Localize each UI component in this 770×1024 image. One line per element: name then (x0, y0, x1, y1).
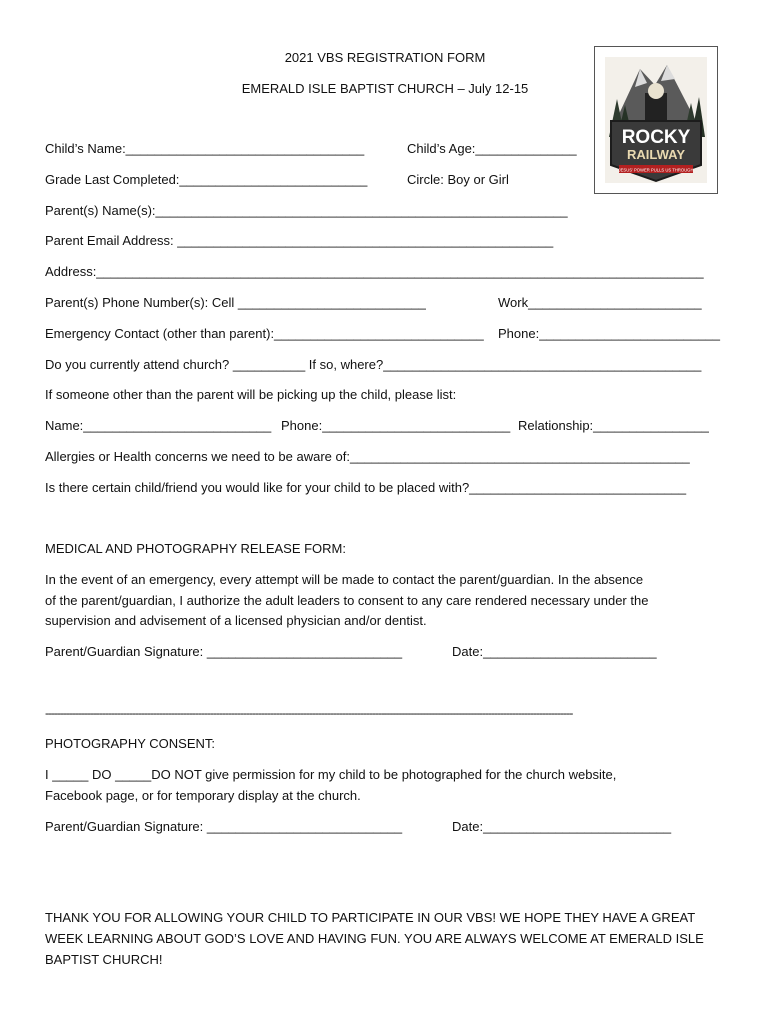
emergency-contact-field[interactable]: Emergency Contact (other than parent):_____________________________ (45, 326, 484, 341)
photo-signature-field[interactable]: Parent/Guardian Signature: ___________________________ (45, 819, 403, 834)
grade-field[interactable]: Grade Last Completed:__________________________ (45, 172, 368, 187)
medical-date-field[interactable]: Date:________________________ (452, 644, 657, 659)
allergies-field[interactable]: Allergies or Health concerns we need to be aware of:_______________________________________________ (45, 449, 690, 464)
logo-graphic (595, 47, 717, 193)
pickup-intro: If someone other than the parent will be picking up the child, please list: (45, 387, 457, 402)
logo-line1: ROCKY (621, 127, 691, 148)
pickup-name-field[interactable]: Name:__________________________ (45, 418, 272, 433)
section-divider: -------------------------------------------------------------------------------------------------------------------------------------------------------------------------------- (45, 706, 573, 720)
gender-circle[interactable]: Circle: Boy or Girl (407, 172, 509, 187)
closing-text-1: THANK YOU FOR ALLOWING YOUR CHILD TO PARTICIPATE IN OUR VBS! WE HOPE THEY HAVE A GREAT (45, 910, 696, 925)
photo-date-field[interactable]: Date:__________________________ (452, 819, 672, 834)
photo-consent-heading: PHOTOGRAPHY CONSENT: (45, 736, 215, 751)
medical-release-text-2: of the parent/guardian, I authorize the adult leaders to consent to any care rendered necessary under the (45, 593, 649, 608)
church-subtitle: EMERALD ISLE BAPTIST CHURCH – July 12-15 (241, 81, 529, 96)
medical-signature-field[interactable]: Parent/Guardian Signature: ___________________________ (45, 644, 403, 659)
closing-text-2: WEEK LEARNING ABOUT GOD’S LOVE AND HAVING FUN. YOU ARE ALWAYS WELCOME AT EMERALD ISLE (45, 931, 704, 946)
placement-field[interactable]: Is there certain child/friend you would like for your child to be placed with?______________________________ (45, 480, 687, 495)
parent-email-field[interactable]: Parent Email Address: ____________________________________________________ (45, 233, 554, 248)
medical-release-heading: MEDICAL AND PHOTOGRAPHY RELEASE FORM: (45, 541, 346, 556)
pickup-phone-field[interactable]: Phone:__________________________ (281, 418, 511, 433)
phone-work-field[interactable]: Work________________________ (498, 295, 702, 310)
church-attendance-field[interactable]: Do you currently attend church? __________ If so, where?____________________________________________ (45, 357, 702, 372)
child-name-field[interactable]: Child’s Name:_________________________________ (45, 141, 365, 156)
medical-release-text-1: In the event of an emergency, every attempt will be made to contact the parent/guardian. In the absence (45, 572, 644, 587)
emergency-phone-field[interactable]: Phone:_________________________ (498, 326, 720, 341)
closing-text-3: BAPTIST CHURCH! (45, 952, 163, 967)
address-field[interactable]: Address:____________________________________________________________________________________ (45, 264, 704, 279)
phone-cell-field[interactable]: Parent(s) Phone Number(s): Cell __________________________ (45, 295, 426, 310)
rocky-railway-logo (594, 46, 718, 194)
photo-consent-text-2: Facebook page, or for temporary display at the church. (45, 788, 361, 803)
logo-tagline: JESUS' POWER PULLS US THROUGH (618, 167, 694, 173)
logo-line2: RAILWAY (626, 147, 686, 162)
pickup-relationship-field[interactable]: Relationship:________________ (518, 418, 709, 433)
form-title: 2021 VBS REGISTRATION FORM (284, 50, 486, 65)
child-age-field[interactable]: Child’s Age:______________ (407, 141, 577, 156)
medical-release-text-3: supervision and advisement of a licensed physician and/or dentist. (45, 613, 427, 628)
photo-consent-text-1[interactable]: I _____ DO _____DO NOT give permission for my child to be photographed for the church website, (45, 767, 617, 782)
parent-names-field[interactable]: Parent(s) Name(s):_________________________________________________________ (45, 203, 568, 218)
